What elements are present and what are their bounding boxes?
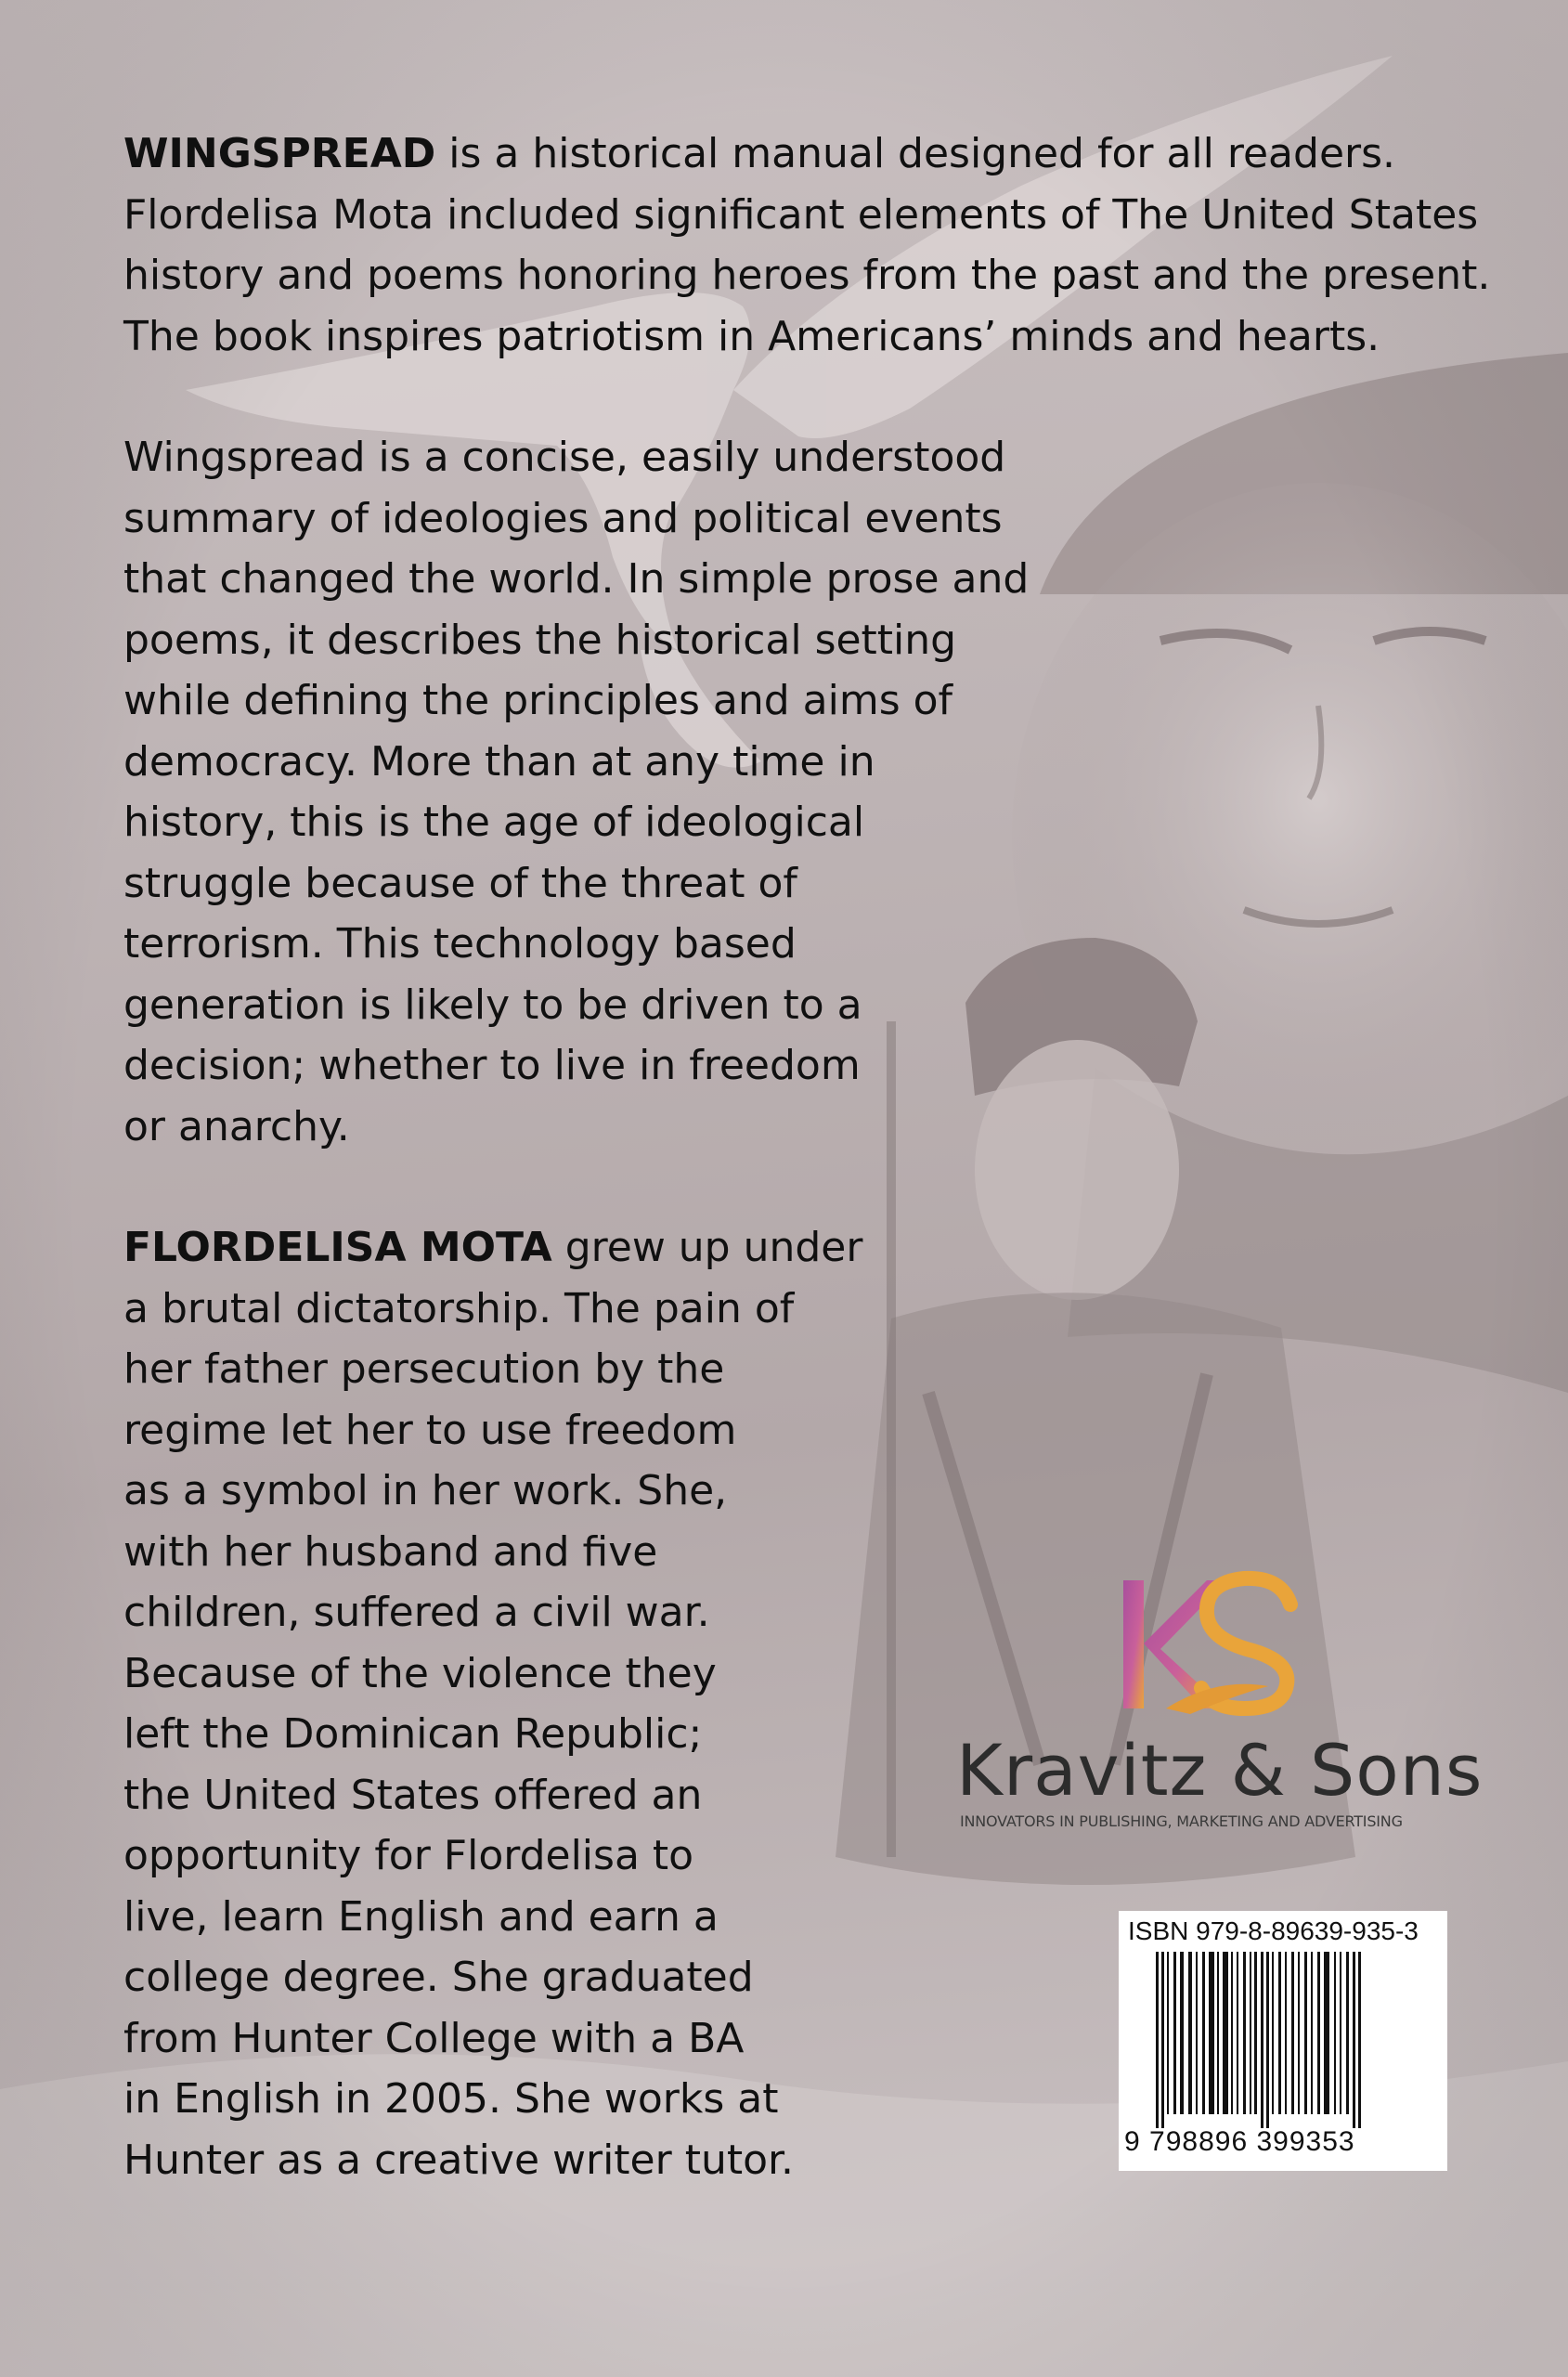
barcode-bar [1231, 1952, 1233, 2114]
ean13-barcode-icon [1156, 1952, 1425, 2128]
barcode-bar [1250, 1952, 1251, 2114]
barcode-bar [1202, 1952, 1205, 2114]
author-name-lead: FLORDELISA MOTA [123, 1224, 552, 1271]
barcode-bar [1223, 1952, 1228, 2114]
barcode-bar [1353, 1952, 1355, 2128]
barcode-bar [1188, 1952, 1192, 2114]
barcode-bar [1243, 1952, 1246, 2114]
barcode-bar [1298, 1952, 1300, 2114]
publisher-tagline: INNOVATORS IN PUBLISHING, MARKETING AND ADVERTISING [960, 1812, 1403, 1830]
barcode-bar [1291, 1952, 1294, 2114]
barcode-bar [1180, 1952, 1184, 2114]
barcode-bar [1272, 1952, 1274, 2114]
isbn-number: ISBN 979-8-89639-935-3 [1128, 1916, 1419, 1945]
publisher-logo [956, 1569, 1484, 1830]
barcode-bar [1266, 1952, 1269, 2128]
barcode-bar [1340, 1952, 1341, 2114]
publisher-name: Kravitz & Sons [956, 1729, 1484, 1812]
barcode-bar [1285, 1952, 1287, 2114]
barcode-bar [1304, 1952, 1307, 2114]
back-cover-blurb [123, 123, 1516, 2190]
book-description-paragraph [123, 123, 1516, 367]
barcode-bar [1346, 1952, 1349, 2114]
ks-quill-monogram-logo-icon [1105, 1569, 1309, 1727]
barcode-bar [1161, 1952, 1164, 2128]
barcode-bar [1334, 1952, 1336, 2114]
barcode-bar [1209, 1952, 1214, 2114]
barcode-bar [1167, 1952, 1169, 2114]
barcode-bar [1196, 1952, 1198, 2114]
barcode-bar [1324, 1952, 1329, 2114]
barcode-bar [1173, 1952, 1176, 2114]
barcode-bar [1311, 1952, 1313, 2114]
barcode-bar [1278, 1952, 1281, 2114]
barcode-bar [1237, 1952, 1238, 2114]
book-description-text: is a historical manual designed for all readers. Flordelisa Mota included significant elements of The United States history and poems honoring heroes from the past and the present. The book inspires patriotism in Americans’ minds and hearts. [123, 130, 1491, 360]
book-title-lead: WINGSPREAD [123, 130, 436, 177]
barcode-bar [1358, 1952, 1361, 2128]
barcode-bar [1217, 1952, 1219, 2114]
barcode-bar [1254, 1952, 1257, 2114]
isbn-barcode [1119, 1911, 1447, 2171]
book-summary-paragraph: Wingspread is a concise, easily understood summary of ideologies and political events that changed the world. In simple prose and poems, it describes the historical setting while defining the principles and aims of democracy. More than at any time in history, this is the age of ideological struggle because of the threat of terrorism. This technology based generation is likely to be driven to a decision; whether to live in freedom or anarchy. [123, 434, 1030, 1150]
barcode-bar [1156, 1952, 1159, 2128]
author-bio-text: grew up under a brutal dictatorship. The pain of her father persecution by the regime let her to use freedom as a symbol in her work. She, with her husband and five children, suffered a civil war. Because of the violence they left the Dominican Republic; the United States offered an opportunity for Flordelisa to live, learn English and earn a college degree. She graduated from Hunter College with a BA in English in 2005. She works at Hunter as a creative writer tutor. [123, 1224, 863, 2184]
barcode-bar [1317, 1952, 1320, 2114]
barcode-digits: 9 798896 399353 [1124, 2126, 1355, 2157]
barcode-bar [1261, 1952, 1263, 2128]
